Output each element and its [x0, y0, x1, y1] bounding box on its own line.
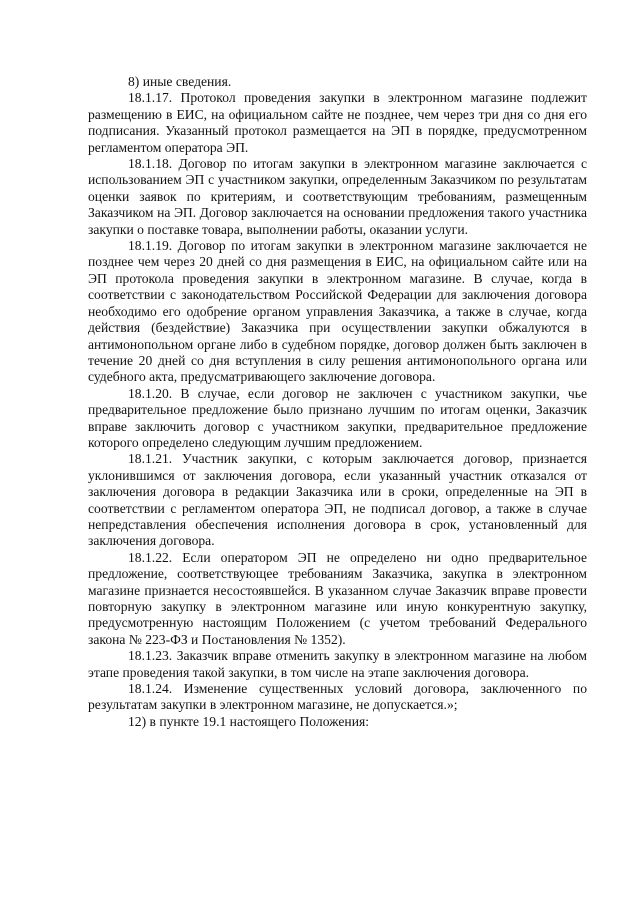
- list-item-other-info: 8) иные сведения.: [128, 74, 232, 89]
- clause-18-1-22: 18.1.22. Если оператором ЭП не определено ни одно предварительное предложение, соответствующее требованиям Заказчика, закупка в электронном магазине признается несостоявшейся. В указанном случае Заказчик вправе провести повторную закупку в электронном магазине или иную конкурентную закупку, предусмотренную настоящим Положением (с учетом требований Федерального закона № 223-ФЗ и Постановления № 1352).: [88, 549, 587, 647]
- clause-18-1-20: 18.1.20. В случае, если договор не заключен с участником закупки, чье предварительное предложение было признано лучшим по итогам оценки, Заказчик вправе заключить договор с участником закупки, предварительное предложение которого определено следующим лучшим предложением.: [88, 385, 587, 450]
- clause-18-1-18: 18.1.18. Договор по итогам закупки в электронном магазине заключается с использованием ЭП с участником закупки, определенным Заказчиком по результатам оценки заявок по критериям, и соответствующим требованиям, размещенным Заказчиком на ЭП. Договор заключается на основании предложения такого участника закупки о поставке товара, выполнении работы, оказании услуги.: [88, 156, 587, 237]
- clause-18-1-19: 18.1.19. Договор по итогам закупки в электронном магазине заключается не позднее чем через 20 дней со дня размещения в ЕИС, на официальном сайте или на ЭП протокола проведения закупки в электронном магазине. В случае, когда в соответствии с законодательством Российской Федерации для заключения договора необходимо его одобрение органом управления Заказчика, а также в случае, когда действия (бездействие) Заказчика при осуществлении закупки обжалуются в антимонопольном органе либо в судебном порядке, договор должен быть заключен в течение 20 дней со дня вступления в силу решения антимонопольного органа или судебного акта, предусматривающего заключение договора.: [88, 238, 587, 385]
- clause-18-1-17: 18.1.17. Протокол проведения закупки в электронном магазине подлежит размещению в ЕИС, на официальном сайте не позднее, чем через три дня со дня его подписания. Указанный протокол размещается на ЭП в порядке, предусмотренном регламентом оператора ЭП.: [88, 90, 587, 155]
- clause-18-1-23: 18.1.23. Заказчик вправе отменить закупку в электронном магазине на любом этапе проведения такой закупки, в том числе на этапе заключения договора.: [88, 648, 587, 680]
- clause-18-1-24: 18.1.24. Изменение существенных условий договора, заключенного по результатам закупки в электронном магазине, не допускается.»;: [88, 681, 587, 713]
- clause-18-1-21: 18.1.21. Участник закупки, с которым заключается договор, признается уклонившимся от заключения договора, если указанный участник отказался от заключения договора в редакции Заказчика или в сроки, определенные на ЭП в соответствии с регламентом оператора ЭП, не подписал договор, а также в случае непредставления обеспечения исполнения договора в срок, установленный для заключения договора.: [88, 451, 587, 549]
- document-page: [88, 74, 587, 730]
- amendment-item-12: 12) в пункте 19.1 настоящего Положения:: [128, 713, 369, 729]
